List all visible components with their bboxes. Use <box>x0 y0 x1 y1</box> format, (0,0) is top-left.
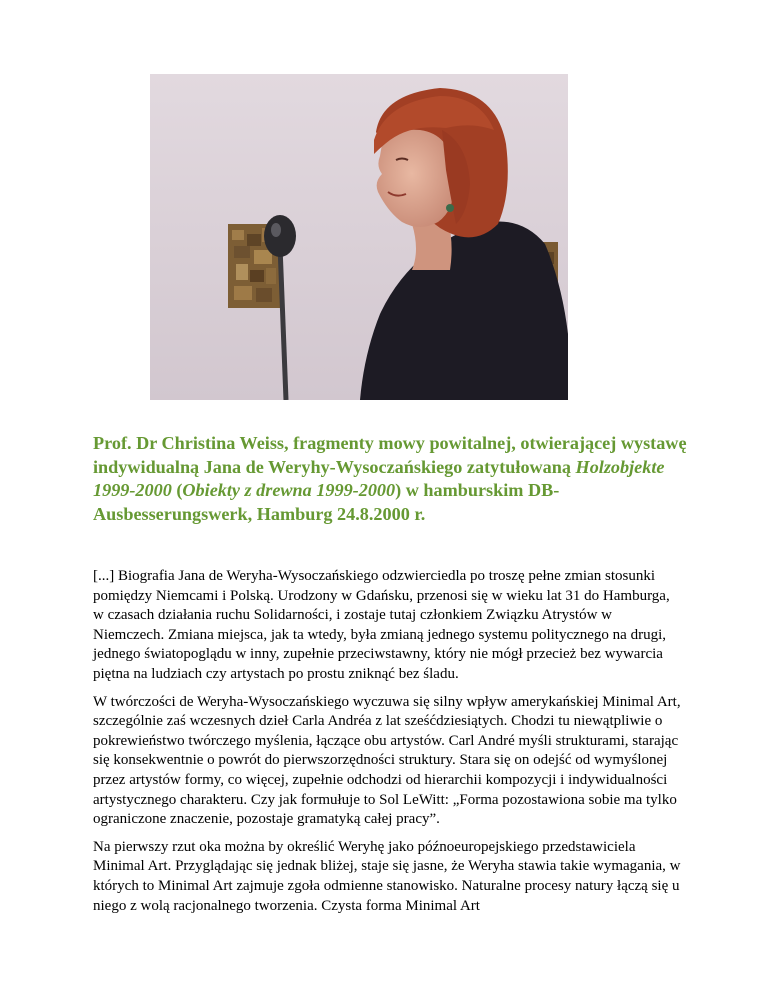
speaker-photo <box>150 74 568 400</box>
heading-italic-title-pl: Obiekty z drewna 1999-2000 <box>182 480 396 500</box>
paragraph-2: W twórczości de Weryha-Wysoczańskiego wyczuwa się silny wpływ amerykańskiej Minimal Art, szczególnie zaś wczesnych dzieł Carla Andréa z lat sześćdziesiątych. Chodzi tu niewątpliwie o pokrewieństwo twórczego myślenia, łączące obu artystów. Carl André myśli strukturami, starając się konsekwentnie o powrót do pierwszorzędności struktury. Stara się on odejść od wymyślonej przez artystów formy, co więcej, zupełnie odchodzi od hierarchii kompozycji i indywidualności artystycznego charakteru. Czy jak formułuje to Sol LeWitt: „Forma pozostawiona sobie ma tylko ograniczone znaczenie, pozostaje gramatyką całej pracy”. <box>93 693 681 828</box>
article-heading <box>93 432 693 526</box>
heading-text-3: ) w hamburskim DB-Ausbesserungswerk, Hamburg 24.8.2000 r. <box>93 480 560 524</box>
paragraph-1: [...] Biografia Jana de Weryha-Wysoczańskiego odzwierciedla po troszę pełne zmian stosunki pomiędzy Niemcami i Polską. Urodzony w Gdańsku, przenosi się w wieku lat 31 do Hamburga, w czasach działania ruchu Solidarności, i zostaje tutaj członkiem Związku Atrystów w Niemczech. Zmiana miejsca, jak ta wtedy, była zmianą jednego systemu politycznego na drugi, jednego światopoglądu w inny, zupełnie przeciwstawny, który nie mógł przecież bez wywarcia piętna na ludziach czy artystach po prostu zniknąć bez śladu. <box>93 568 670 682</box>
heading-italic-title-de: Holzobjekte 1999-2000 <box>93 456 665 500</box>
article-body <box>93 567 683 924</box>
heading-text-2: ( <box>171 480 183 500</box>
heading-text-1: Prof. Dr Christina Weiss, fragmenty mowy powitalnej, otwierającej wystawę indywidualną Jana de Weryhy-Wysoczańskiego zatytułowaną <box>93 433 687 477</box>
paragraph-3: Na pierwszy rzut oka można by określić Weryhę jako późnoeuropejskiego przedstawiciela Minimal Art. Przyglądając się jednak bliżej, staje się jasne, że Weryha stawia takie wymagania, w których to Minimal Art zajmuje zgoła odmienne stanowisko. Naturalne procesy natury łączą się u niego z wolą racjonalnego tworzenia. Czysta forma Minimal Art <box>93 838 681 914</box>
